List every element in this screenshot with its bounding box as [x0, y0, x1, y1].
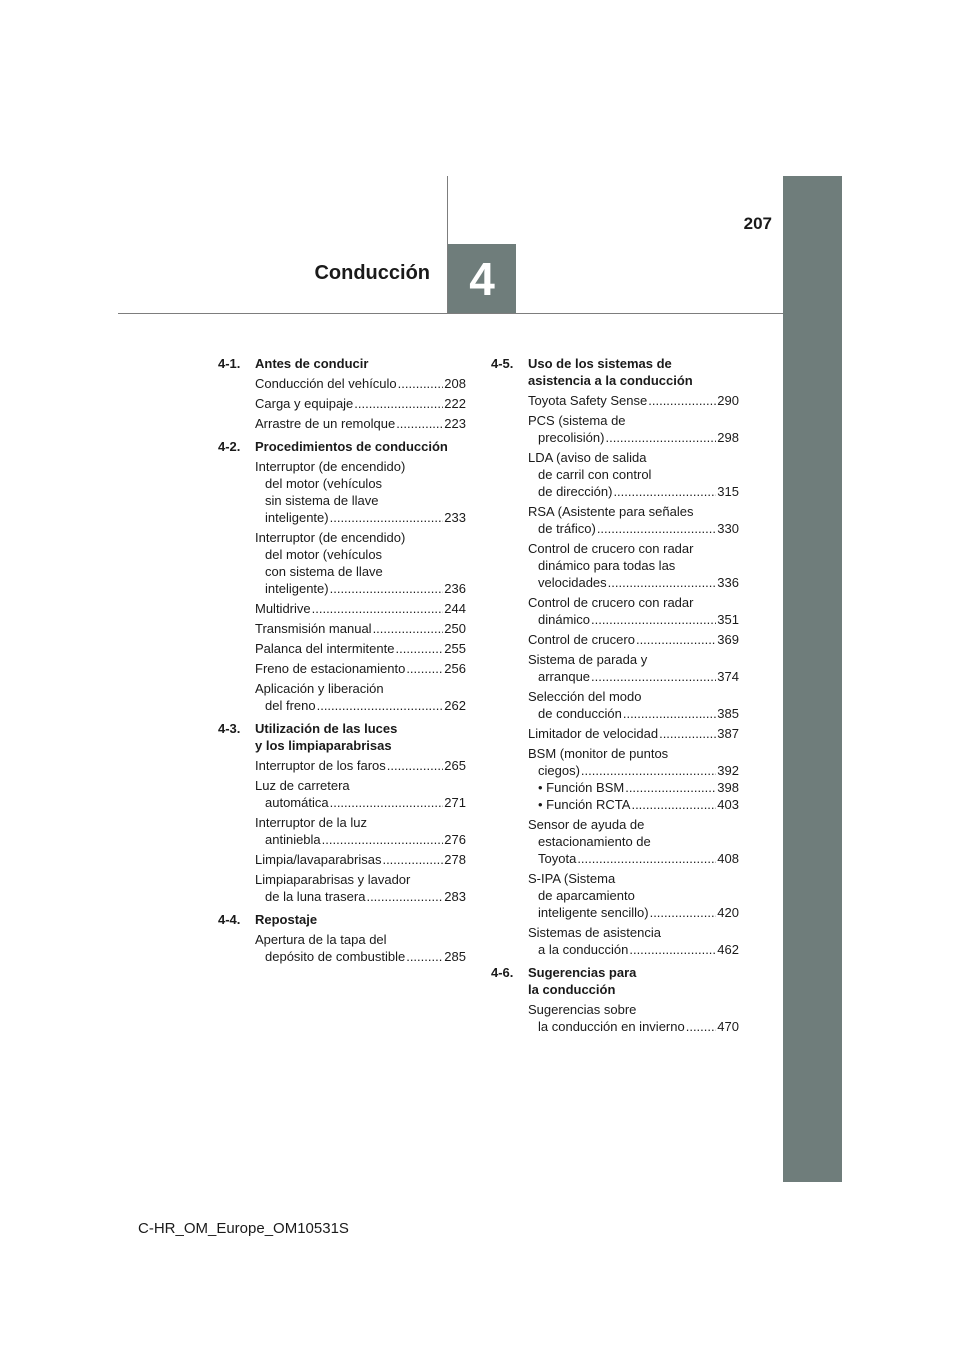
toc-entry[interactable]	[255, 458, 466, 526]
entry-page-number: 392	[717, 763, 739, 778]
toc-column-left	[218, 355, 466, 971]
entry-page-number: 262	[444, 698, 466, 713]
entry-page-number: 462	[717, 942, 739, 957]
dot-leader	[366, 888, 443, 905]
toc-entry[interactable]	[255, 395, 466, 412]
dot-leader	[636, 631, 716, 648]
entry-text: inteligente sencillo)	[538, 905, 649, 920]
dot-leader	[597, 520, 716, 537]
entry-text: Interruptor de los faros	[255, 758, 386, 773]
section-title: Procedimientos de conducción	[255, 439, 448, 454]
entry-text: Arrastre de un remolque	[255, 416, 396, 431]
toc-entry[interactable]	[255, 660, 466, 677]
entry-text: Multidrive	[255, 601, 311, 616]
section-title: asistencia a la conducción	[528, 373, 693, 388]
entry-text: la conducción en invierno	[538, 1019, 685, 1034]
entry-page-number: 285	[444, 949, 466, 964]
dot-leader	[581, 762, 716, 779]
entry-text: de conducción	[538, 706, 622, 721]
entry-page-number: 369	[717, 632, 739, 647]
entry-text: Aplicación y liberación	[255, 681, 384, 696]
entry-page-number: 222	[444, 396, 466, 411]
entry-text: RSA (Asistente para señales	[528, 504, 694, 519]
toc-entry[interactable]	[255, 680, 466, 714]
entry-text: automática	[265, 795, 329, 810]
entry-text: Interruptor de la luz	[255, 815, 368, 830]
dot-leader	[330, 580, 444, 597]
entry-text: LDA (aviso de salida	[528, 450, 647, 465]
dot-leader	[605, 429, 716, 446]
entry-text: ciegos)	[538, 763, 580, 778]
toc-entry[interactable]	[528, 651, 739, 685]
entry-text: arranque	[538, 669, 591, 684]
dot-leader	[396, 415, 443, 432]
entry-page-number: 271	[444, 795, 466, 810]
chapter-number-box	[448, 244, 516, 313]
toc-entry[interactable]	[528, 745, 739, 779]
entry-page-number: 223	[444, 416, 466, 431]
toc-entry[interactable]	[255, 851, 466, 868]
toc-entry[interactable]	[528, 725, 739, 742]
toc-entry[interactable]	[528, 503, 739, 537]
toc-section	[491, 964, 739, 1041]
toc-entry[interactable]	[528, 688, 739, 722]
dot-leader	[387, 757, 444, 774]
toc-entry[interactable]	[528, 631, 739, 648]
section-heading	[218, 911, 466, 928]
dot-leader	[398, 375, 444, 392]
toc-entry[interactable]	[528, 870, 739, 921]
section-title: Uso de los sistemas de	[528, 356, 672, 371]
header-horizontal-rule	[118, 313, 783, 314]
dot-leader	[659, 725, 716, 742]
toc-section	[218, 720, 466, 911]
entry-page-number: 374	[717, 669, 739, 684]
entry-text: Conducción del vehículo	[255, 376, 397, 391]
toc-section	[218, 911, 466, 971]
entry-page-number: 283	[444, 889, 466, 904]
entry-text: antiniebla	[265, 832, 321, 847]
entry-text: precolisión)	[538, 430, 605, 445]
entry-text: Limpiaparabrisas y lavador	[255, 872, 411, 887]
section-heading	[491, 355, 739, 389]
dot-leader	[625, 779, 716, 796]
entry-page-number: 336	[717, 575, 739, 590]
entry-text: Interruptor (de encendido)	[255, 459, 406, 474]
section-title: Sugerencias para	[528, 965, 637, 980]
section-number: 4-6.	[491, 965, 514, 980]
dot-leader	[650, 904, 717, 921]
entry-text: inteligente)	[265, 581, 329, 596]
dot-leader	[330, 794, 444, 811]
dot-leader	[591, 611, 716, 628]
entry-page-number: 276	[444, 832, 466, 847]
section-title: la conducción	[528, 982, 616, 997]
entry-text: Sistemas de asistencia	[528, 925, 661, 940]
entry-text: de tráfico)	[538, 521, 596, 536]
chapter-title: Conducción	[314, 262, 430, 284]
entry-page-number: 265	[444, 758, 466, 773]
toc-entry[interactable]	[255, 600, 466, 617]
entry-page-number: 420	[717, 905, 739, 920]
entry-page-number: 403	[717, 797, 739, 812]
entry-text: Apertura de la tapa del	[255, 932, 387, 947]
entry-page-number: 278	[444, 852, 466, 867]
section-heading	[218, 720, 466, 754]
dot-leader	[591, 668, 716, 685]
entry-text: Palanca del intermitente	[255, 641, 395, 656]
entry-text: Selección del modo	[528, 689, 642, 704]
chapter-number: 4	[469, 252, 495, 305]
toc-entry[interactable]	[255, 415, 466, 432]
entry-page-number: 298	[717, 430, 739, 445]
toc-entry[interactable]	[528, 392, 739, 409]
toc-entry[interactable]	[255, 777, 466, 811]
toc-section	[218, 355, 466, 438]
entry-text: de carril con control	[538, 467, 652, 482]
dot-leader	[623, 705, 716, 722]
dot-leader	[608, 574, 717, 591]
entry-text: Freno de estacionamiento	[255, 661, 406, 676]
entry-text: de aparcamiento	[538, 888, 635, 903]
entry-text: Toyota Safety Sense	[528, 393, 648, 408]
entry-text: Control de crucero con radar	[528, 541, 694, 556]
dot-leader	[382, 851, 443, 868]
toc-entry[interactable]	[255, 375, 466, 392]
section-title: y los limpiaparabrisas	[255, 738, 392, 753]
entry-text: sin sistema de llave	[265, 493, 379, 508]
toc-entry[interactable]	[255, 640, 466, 657]
entry-page-number: 408	[717, 851, 739, 866]
entry-text: Sensor de ayuda de	[528, 817, 645, 832]
toc-entry[interactable]	[255, 814, 466, 848]
toc-entry[interactable]	[528, 1001, 739, 1035]
entry-text: Control de crucero	[528, 632, 635, 647]
section-title: Repostaje	[255, 912, 318, 927]
dot-leader	[648, 392, 716, 409]
entry-page-number: 233	[444, 510, 466, 525]
toc-entry[interactable]	[528, 924, 739, 958]
entry-text: estacionamiento de	[538, 834, 651, 849]
section-number: 4-4.	[218, 912, 241, 927]
entry-text: depósito de combustible	[265, 949, 406, 964]
toc-section	[491, 355, 739, 964]
toc-entry[interactable]	[528, 796, 739, 813]
entry-text: de dirección)	[538, 484, 613, 499]
dot-leader	[317, 697, 444, 714]
entry-text: Limpia/lavaparabrisas	[255, 852, 382, 867]
dot-leader	[631, 796, 716, 813]
entry-text: • Función BSM	[538, 780, 625, 795]
toc-entry[interactable]	[528, 412, 739, 446]
entry-page-number: 385	[717, 706, 739, 721]
section-title: Antes de conducir	[255, 356, 369, 371]
dot-leader	[373, 620, 444, 637]
entry-text: Sugerencias sobre	[528, 1002, 637, 1017]
entry-text: del motor (vehículos	[265, 547, 383, 562]
entry-text: PCS (sistema de	[528, 413, 626, 428]
section-number: 4-2.	[218, 439, 241, 454]
entry-text: Interruptor (de encendido)	[255, 530, 406, 545]
section-title: Utilización de las luces	[255, 721, 398, 736]
entry-text: BSM (monitor de puntos	[528, 746, 669, 761]
entry-text: con sistema de llave	[265, 564, 383, 579]
entry-page-number: 315	[717, 484, 739, 499]
section-heading	[491, 964, 739, 998]
entry-text: Carga y equipaje	[255, 396, 354, 411]
dot-leader	[395, 640, 443, 657]
entry-page-number: 387	[717, 726, 739, 741]
entry-page-number: 330	[717, 521, 739, 536]
entry-text: Sistema de parada y	[528, 652, 648, 667]
toc-entry[interactable]	[255, 757, 466, 774]
entry-text: • Función RCTA	[538, 797, 631, 812]
dot-leader	[629, 941, 716, 958]
page-number: 207	[743, 214, 772, 233]
entry-page-number: 250	[444, 621, 466, 636]
toc-entry[interactable]	[528, 816, 739, 867]
dot-leader	[686, 1018, 717, 1035]
dot-leader	[577, 850, 716, 867]
section-number: 4-1.	[218, 356, 241, 371]
entry-text: del freno	[265, 698, 316, 713]
entry-text: dinámico	[538, 612, 591, 627]
entry-text: inteligente)	[265, 510, 329, 525]
entry-text: Control de crucero con radar	[528, 595, 694, 610]
section-number: 4-5.	[491, 356, 514, 371]
entry-text: S-IPA (Sistema	[528, 871, 616, 886]
toc-section	[218, 438, 466, 720]
entry-page-number: 351	[717, 612, 739, 627]
dot-leader	[354, 395, 443, 412]
toc-column-right	[491, 355, 739, 1041]
section-number: 4-3.	[218, 721, 241, 736]
entry-page-number: 256	[444, 661, 466, 676]
entry-text: Transmisión manual	[255, 621, 372, 636]
entry-text: del motor (vehículos	[265, 476, 383, 491]
entry-text: velocidades	[538, 575, 607, 590]
dot-leader	[312, 600, 444, 617]
entry-page-number: 470	[717, 1019, 739, 1034]
entry-page-number: 244	[444, 601, 466, 616]
toc-entry[interactable]	[255, 620, 466, 637]
section-heading	[218, 355, 466, 372]
dot-leader	[330, 509, 444, 526]
toc-entry[interactable]	[255, 871, 466, 905]
toc-entry[interactable]	[528, 594, 739, 628]
entry-page-number: 290	[717, 393, 739, 408]
toc-entry[interactable]	[528, 779, 739, 796]
dot-leader	[613, 483, 716, 500]
entry-page-number: 236	[444, 581, 466, 596]
toc-entry[interactable]	[528, 540, 739, 591]
footer-doc-code: C-HR_OM_Europe_OM10531S	[138, 1220, 349, 1237]
toc-entry[interactable]	[528, 449, 739, 500]
entry-text: Limitador de velocidad	[528, 726, 659, 741]
entry-text: a la conducción	[538, 942, 629, 957]
toc-entry[interactable]	[255, 529, 466, 597]
dot-leader	[406, 948, 443, 965]
entry-page-number: 255	[444, 641, 466, 656]
entry-text: de la luna trasera	[265, 889, 366, 904]
entry-text: dinámico para todas las	[538, 558, 676, 573]
dot-leader	[322, 831, 444, 848]
toc-entry[interactable]	[255, 931, 466, 965]
entry-text: Luz de carretera	[255, 778, 350, 793]
entry-page-number: 208	[444, 376, 466, 391]
dot-leader	[406, 660, 443, 677]
entry-page-number: 398	[717, 780, 739, 795]
chapter-side-tab	[783, 176, 842, 1182]
entry-text: Toyota	[538, 851, 577, 866]
section-heading	[218, 438, 466, 455]
